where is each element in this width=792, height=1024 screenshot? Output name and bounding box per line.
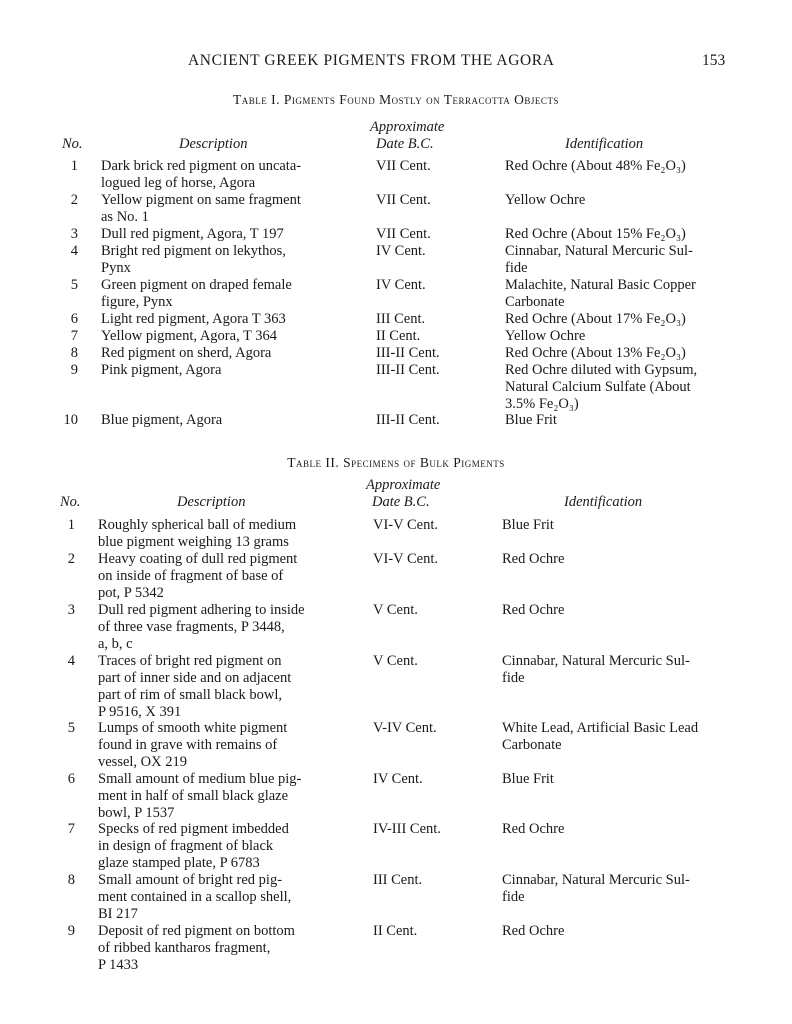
row-date: V Cent. <box>373 602 418 618</box>
row-description-line: on inside of fragment of base of <box>98 568 284 584</box>
row-identification-line: Cinnabar, Natural Mercuric Sul- <box>505 243 693 259</box>
row-description <box>101 158 337 192</box>
row-date: VI-V Cent. <box>373 517 438 533</box>
row-date: IV Cent. <box>376 243 426 259</box>
row-identification <box>502 771 730 788</box>
row-identification <box>502 720 730 754</box>
row-description-line: Light red pigment, Agora T 363 <box>101 311 286 327</box>
row-date: III Cent. <box>373 872 423 888</box>
row-identification-line: Red Ochre (About 17% Fe₂O₃) <box>505 311 686 327</box>
table1-header-date-line2: Date B.C. <box>376 136 434 152</box>
table2-header-description: Description <box>177 494 246 510</box>
row-description <box>101 311 337 328</box>
row-number: 7 <box>67 821 75 837</box>
row-description-line: ment contained in a scallop shell, <box>98 889 292 905</box>
row-identification-line: Red Ochre <box>502 923 565 939</box>
row-description-line: Small amount of bright red pig- <box>98 872 283 888</box>
row-identification-line: White Lead, Artificial Basic Lead <box>502 720 699 736</box>
row-date: VII Cent. <box>376 192 431 208</box>
row-identification-line: fide <box>502 889 525 905</box>
row-date: VI-V Cent. <box>373 551 438 567</box>
row-date: III-II Cent. <box>376 362 440 378</box>
row-date: IV Cent. <box>376 277 426 293</box>
row-description <box>98 517 330 551</box>
row-number: 8 <box>67 872 75 888</box>
page-number: 153 <box>702 52 726 69</box>
row-description <box>101 243 337 277</box>
row-description-line: Lumps of smooth white pigment <box>98 720 288 736</box>
row-identification-line: Yellow Ochre <box>505 192 586 208</box>
row-date: V-IV Cent. <box>373 720 437 736</box>
table2-header-date-line1: Approximate <box>366 477 441 493</box>
row-date: IV-III Cent. <box>373 821 441 837</box>
row-description-line: Green pigment on draped female <box>101 277 292 293</box>
row-number: 5 <box>67 720 75 736</box>
row-description-line: logued leg of horse, Agora <box>101 175 256 191</box>
row-description-line: ment in half of small black glaze <box>98 788 289 804</box>
row-description-line: pot, P 5342 <box>98 585 164 601</box>
row-identification-line: 3.5% Fe₂O₃) <box>505 396 579 412</box>
row-identification <box>505 362 729 413</box>
row-description-line: P 1433 <box>98 957 139 973</box>
row-date: VII Cent. <box>376 158 431 174</box>
row-identification-line: Red Ochre (About 15% Fe₂O₃) <box>505 226 686 242</box>
table2-header-identification: Identification <box>564 494 643 510</box>
row-description <box>98 821 330 872</box>
row-description-line: Yellow pigment on same fragment <box>101 192 301 208</box>
row-description-line: Dull red pigment, Agora, T 197 <box>101 226 284 242</box>
row-identification-line: Carbonate <box>505 294 565 310</box>
row-description <box>101 192 337 226</box>
row-description-line: found in grave with remains of <box>98 737 278 753</box>
table1-header-identification: Identification <box>565 136 644 152</box>
row-identification <box>502 517 730 534</box>
row-identification-line: Yellow Ochre <box>505 328 586 344</box>
row-number: 3 <box>70 226 78 242</box>
row-description <box>98 771 330 822</box>
row-description-line: a, b, c <box>98 636 133 652</box>
row-date: III-II Cent. <box>376 412 440 428</box>
row-number: 4 <box>67 653 75 669</box>
row-identification <box>505 226 729 243</box>
row-identification-line: Carbonate <box>502 737 562 753</box>
row-description <box>98 602 330 653</box>
row-identification-line: fide <box>505 260 528 276</box>
row-description-line: P 9516, X 391 <box>98 704 182 720</box>
table1-header-description: Description <box>179 136 248 152</box>
row-number: 8 <box>70 345 78 361</box>
row-description-line: of three vase fragments, P 3448, <box>98 619 285 635</box>
row-description <box>101 226 337 243</box>
row-description-line: part of rim of small black bowl, <box>98 687 283 703</box>
row-identification <box>505 277 729 311</box>
row-description-line: Red pigment on sherd, Agora <box>101 345 272 361</box>
row-date: II Cent. <box>373 923 418 939</box>
row-identification-line: Blue Frit <box>502 771 554 787</box>
row-number: 6 <box>67 771 75 787</box>
row-description-line: Yellow pigment, Agora, T 364 <box>101 328 278 344</box>
row-identification <box>505 412 729 429</box>
row-date: III Cent. <box>376 311 426 327</box>
row-description-line: bowl, P 1537 <box>98 805 175 821</box>
row-description <box>98 872 330 923</box>
row-identification-line: Red Ochre (About 48% Fe₂O₃) <box>505 158 686 174</box>
table2-header-date-line2: Date B.C. <box>372 494 430 510</box>
row-number: 2 <box>67 551 75 567</box>
row-description-line: part of inner side and on adjacent <box>98 670 292 686</box>
row-description-line: vessel, OX 219 <box>98 754 188 770</box>
row-identification-line: Blue Frit <box>505 412 557 428</box>
row-description <box>98 653 330 721</box>
row-description <box>98 923 330 974</box>
row-identification <box>505 243 729 277</box>
row-identification <box>502 872 730 906</box>
row-description-line: Pynx <box>101 260 131 276</box>
row-description-line: of ribbed kantharos fragment, <box>98 940 271 956</box>
row-date: II Cent. <box>376 328 421 344</box>
row-description-line: Bright red pigment on lekythos, <box>101 243 286 259</box>
row-identification-line: Natural Calcium Sulfate (About <box>505 379 691 395</box>
row-description-line: glaze stamped plate, P 6783 <box>98 855 260 871</box>
row-description <box>101 362 337 379</box>
row-identification-line: Red Ochre <box>502 602 565 618</box>
table1-header-no: No. <box>62 136 83 152</box>
running-head: ANCIENT GREEK PIGMENTS FROM THE AGORA <box>188 52 555 69</box>
row-identification <box>502 821 730 838</box>
row-description <box>101 345 337 362</box>
row-description-line: Dark brick red pigment on uncata- <box>101 158 302 174</box>
row-description <box>101 412 337 429</box>
row-identification-line: Cinnabar, Natural Mercuric Sul- <box>502 653 690 669</box>
row-description-line: Deposit of red pigment on bottom <box>98 923 295 939</box>
row-description <box>101 277 337 311</box>
row-description-line: Small amount of medium blue pig- <box>98 771 302 787</box>
row-description <box>98 720 330 771</box>
row-date: VII Cent. <box>376 226 431 242</box>
row-identification <box>505 158 729 175</box>
row-identification-line: Red Ochre diluted with Gypsum, <box>505 362 698 378</box>
row-date: V Cent. <box>373 653 418 669</box>
table1-caption: Table I. Pigments Found Mostly on Terracotta Objects <box>233 92 559 107</box>
row-identification <box>502 923 730 940</box>
row-identification <box>505 192 729 209</box>
row-number: 6 <box>70 311 78 327</box>
row-description-line: Dull red pigment adhering to inside <box>98 602 305 618</box>
row-identification <box>505 311 729 328</box>
row-identification <box>505 345 729 362</box>
row-number: 1 <box>70 158 78 174</box>
row-number: 5 <box>70 277 78 293</box>
row-description-line: as No. 1 <box>101 209 149 225</box>
row-number: 9 <box>67 923 75 939</box>
row-description-line: Roughly spherical ball of medium <box>98 517 297 533</box>
row-description-line: Specks of red pigment imbedded <box>98 821 289 837</box>
row-description-line: Heavy coating of dull red pigment <box>98 551 298 567</box>
row-identification <box>502 551 730 568</box>
row-description <box>101 328 337 345</box>
row-description-line: figure, Pynx <box>101 294 173 310</box>
row-number: 9 <box>70 362 78 378</box>
row-identification-line: fide <box>502 670 525 686</box>
table2-header-no: No. <box>60 494 81 510</box>
row-number: 3 <box>67 602 75 618</box>
table1-header-date-line1: Approximate <box>370 119 445 135</box>
row-identification-line: Red Ochre <box>502 551 565 567</box>
row-description-line: Traces of bright red pigment on <box>98 653 282 669</box>
row-identification <box>502 653 730 687</box>
row-identification-line: Cinnabar, Natural Mercuric Sul- <box>502 872 690 888</box>
row-number: 10 <box>63 412 78 428</box>
row-number: 2 <box>70 192 78 208</box>
row-description-line: Pink pigment, Agora <box>101 362 222 378</box>
row-identification-line: Red Ochre <box>502 821 565 837</box>
row-identification-line: Malachite, Natural Basic Copper <box>505 277 696 293</box>
row-identification-line: Red Ochre (About 13% Fe₂O₃) <box>505 345 686 361</box>
row-description-line: BI 217 <box>98 906 138 922</box>
row-identification <box>505 328 729 345</box>
row-number: 7 <box>70 328 78 344</box>
row-description-line: blue pigment weighing 13 grams <box>98 534 289 550</box>
row-identification <box>502 602 730 619</box>
table2-caption: Table II. Specimens of Bulk Pigments <box>287 455 505 470</box>
row-description <box>98 551 330 602</box>
row-description-line: in design of fragment of black <box>98 838 274 854</box>
row-date: III-II Cent. <box>376 345 440 361</box>
row-number: 1 <box>67 517 75 533</box>
row-date: IV Cent. <box>373 771 423 787</box>
row-number: 4 <box>70 243 78 259</box>
row-description-line: Blue pigment, Agora <box>101 412 223 428</box>
row-identification-line: Blue Frit <box>502 517 554 533</box>
